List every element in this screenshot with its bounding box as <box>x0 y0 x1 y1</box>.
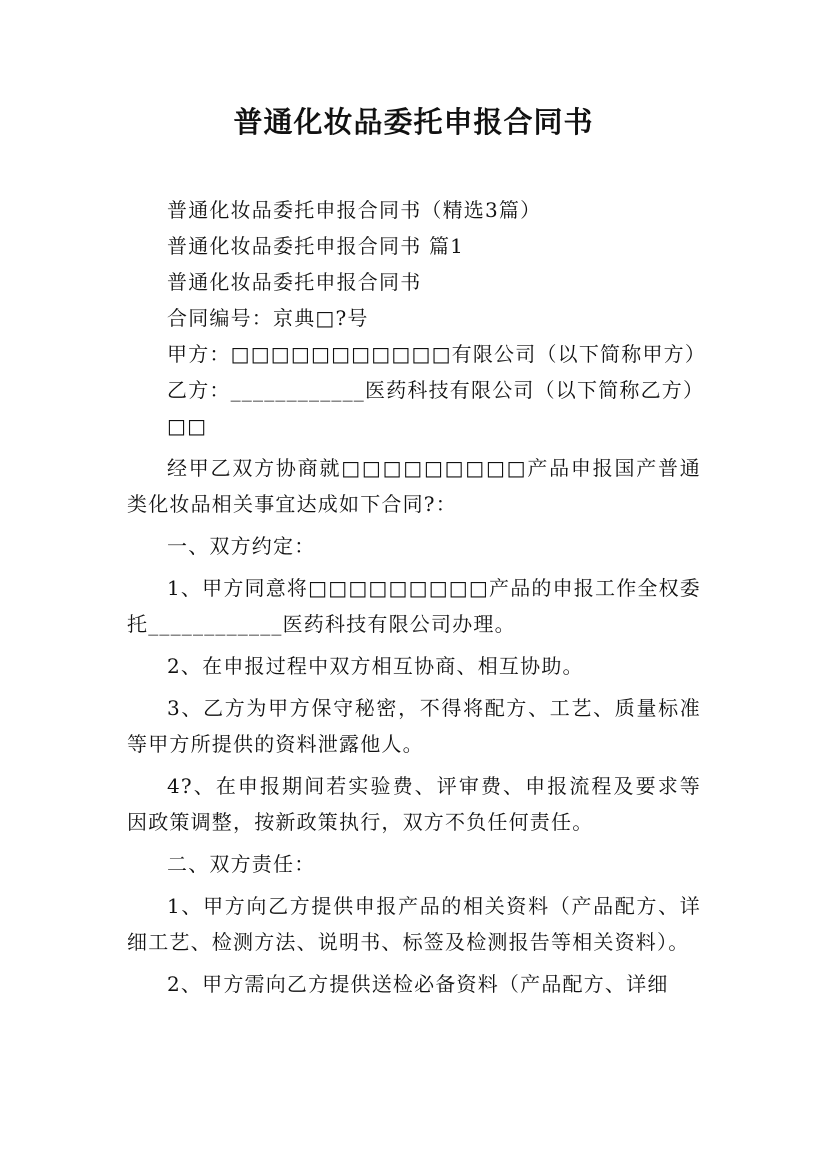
paragraph: 一、双方约定： <box>167 534 316 558</box>
paragraph: 二、双方责任： <box>167 852 316 876</box>
document-title: 普通化妆品委托申报合同书 <box>233 105 594 139</box>
paragraph: 2、在申报过程中双方相互协商、相互协助。 <box>167 654 584 678</box>
paragraph: 合同编号：京典□?号 <box>167 306 369 330</box>
paragraph: 普通化妆品委托申报合同书 <box>167 270 422 294</box>
paragraph: 普通化妆品委托申报合同书（精选3篇） <box>167 198 542 222</box>
paragraph: 3、乙方为甲方保守秘密，不得将配方、工艺、质量标准等甲方所提供的资料泄露他人。 <box>127 696 701 756</box>
paragraph: 1、甲方同意将□□□□□□□□□产品的申报工作全权委托____________医药科技有限公司办理。 <box>127 576 701 636</box>
paragraph: 1、甲方向乙方提供申报产品的相关资料（产品配方、详细工艺、检测方法、说明书、标签及检测报告等相关资料）。 <box>127 894 701 954</box>
paragraph: 甲方：□□□□□□□□□□□有限公司（以下简称甲方） <box>167 342 707 366</box>
paragraph: 乙方：____________医药科技有限公司（以下简称乙方） <box>167 378 705 402</box>
document-body <box>127 192 707 1002</box>
paragraph: 4?、在申报期间若实验费、评审费、申报流程及要求等因政策调整，按新政策执行，双方不负任何责任。 <box>127 774 701 834</box>
paragraph: 普通化妆品委托申报合同书 篇1 <box>167 234 465 258</box>
paragraph: □□ <box>167 414 208 438</box>
paragraph: 经甲乙双方协商就□□□□□□□□□产品申报国产普通类化妆品相关事宜达成如下合同?： <box>127 456 701 516</box>
paragraph: 2、甲方需向乙方提供送检必备资料（产品配方、详细 <box>167 972 669 996</box>
